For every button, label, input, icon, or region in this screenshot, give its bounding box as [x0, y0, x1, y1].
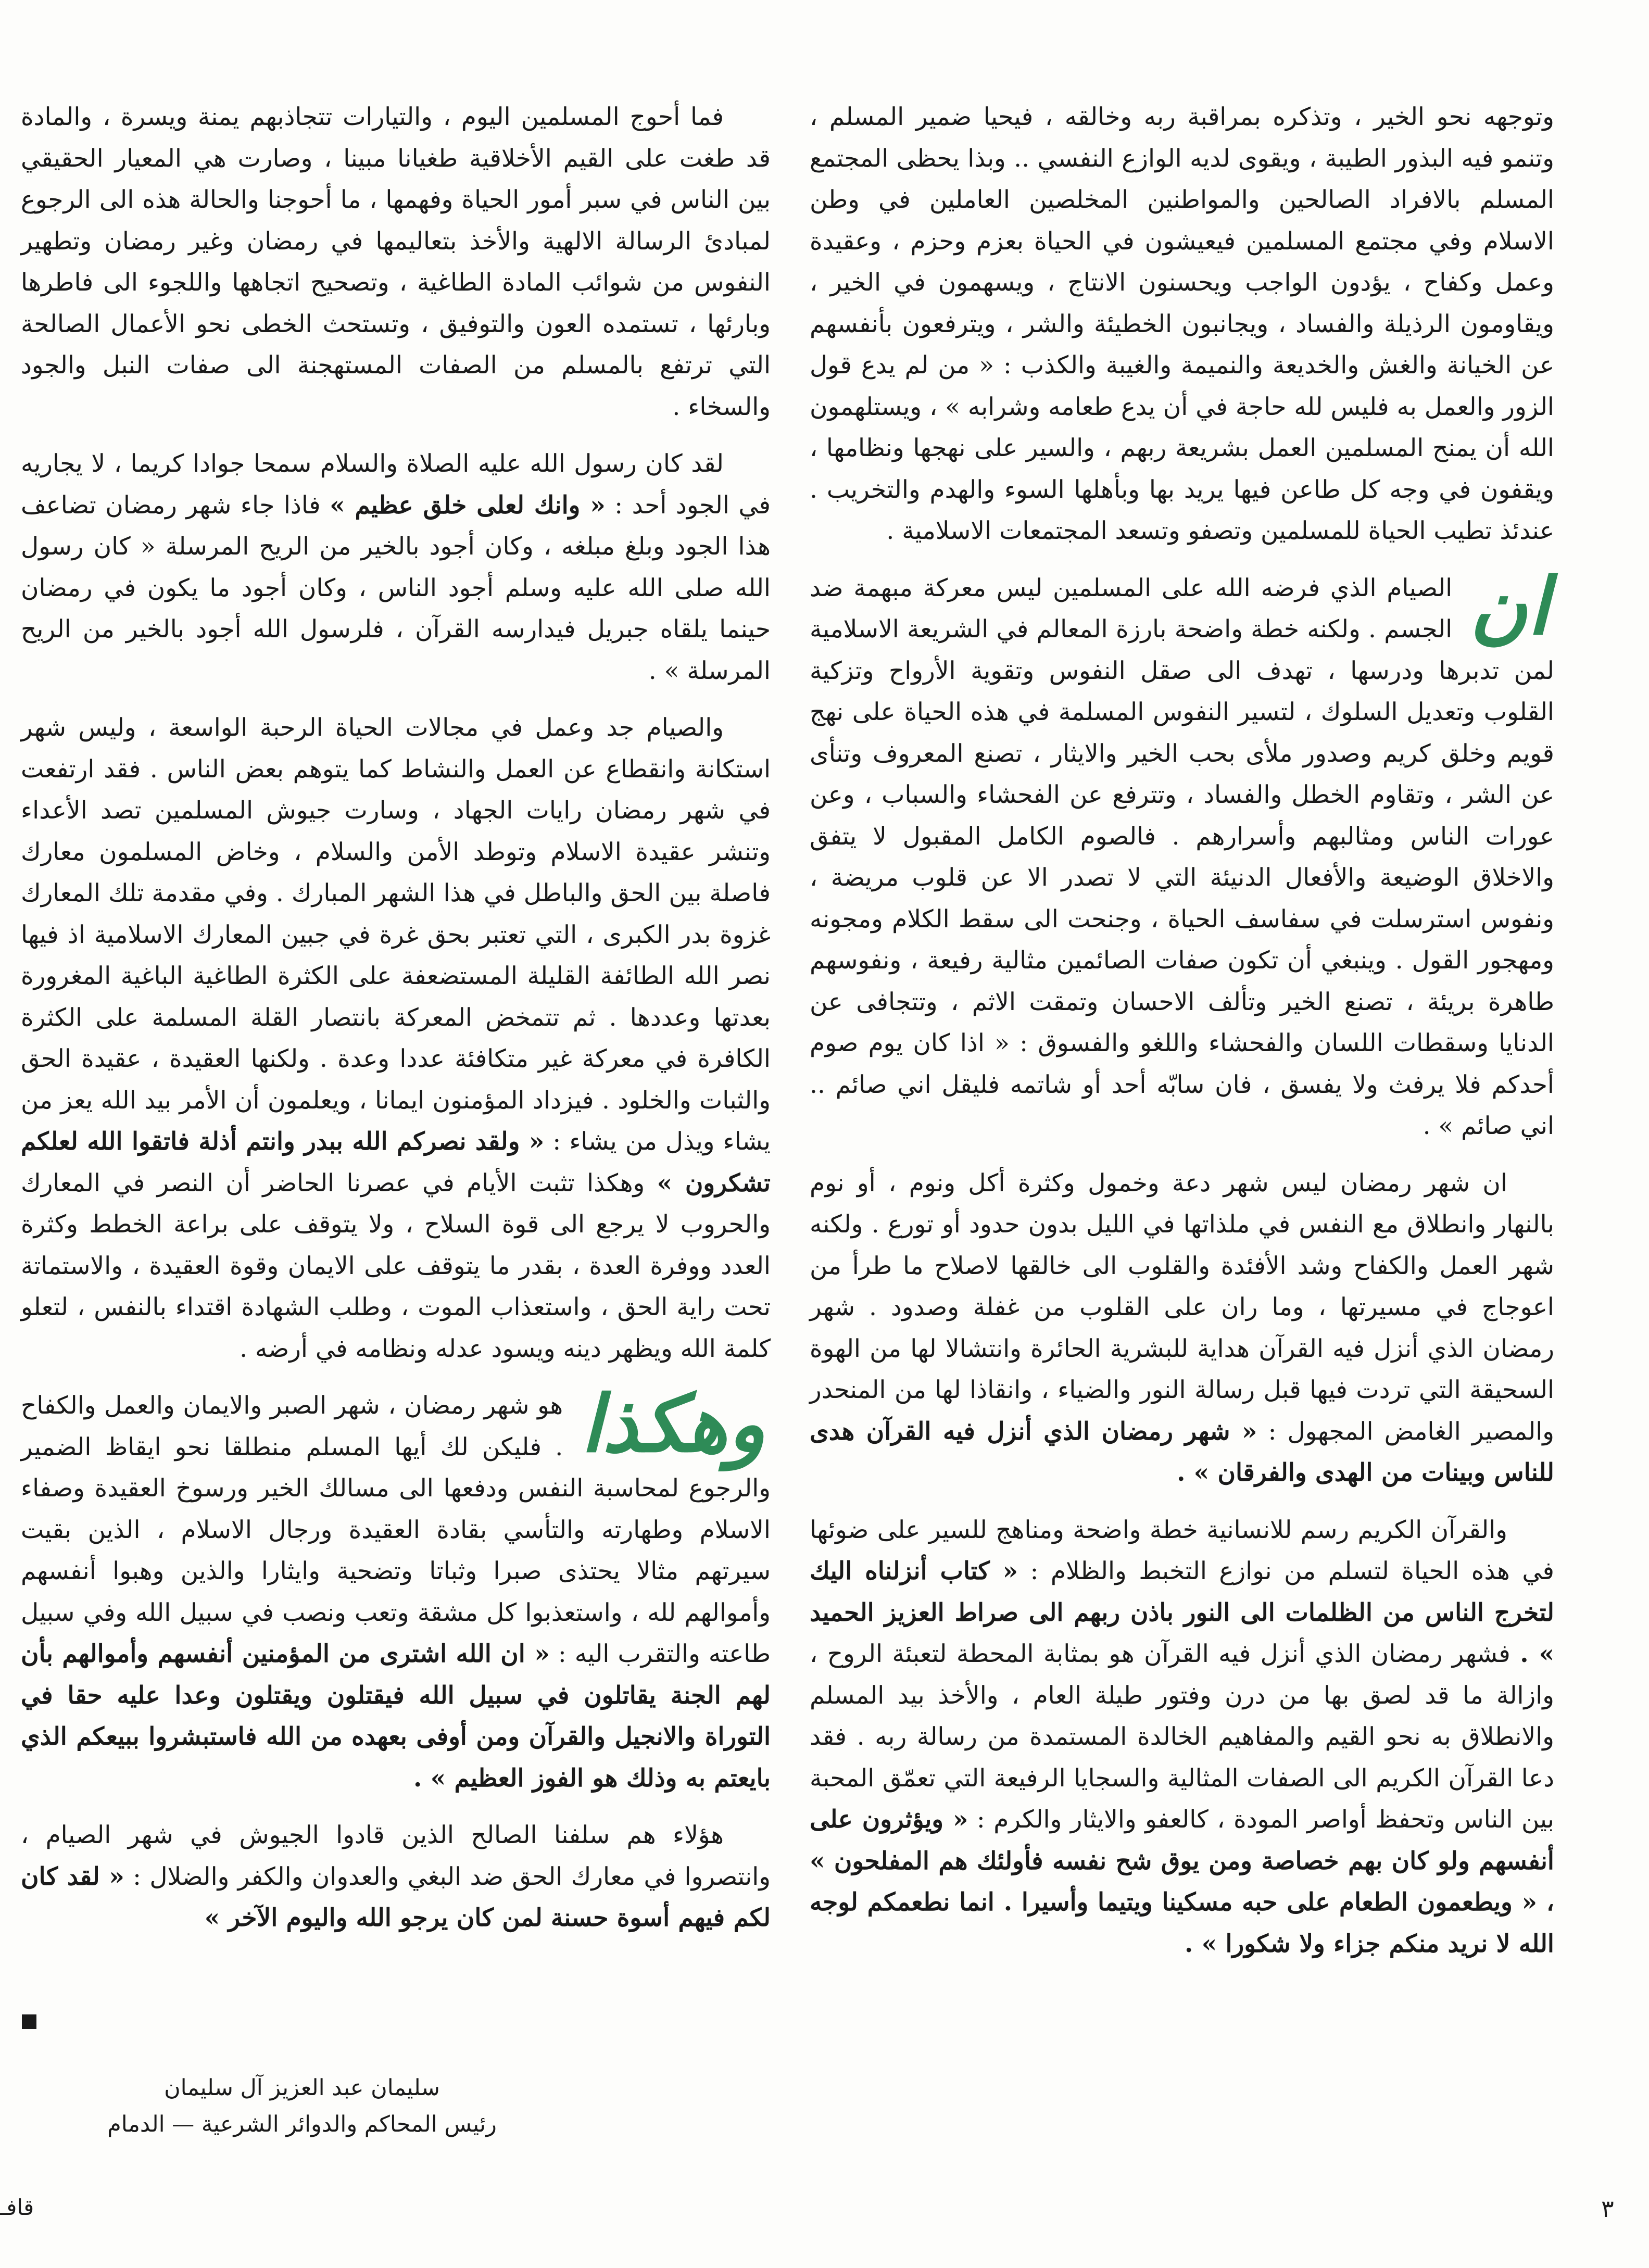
quran-quote: « ان الله اشترى من المؤمنين أنفسهم وأموالهم بأن لهم الجنة يقاتلون في سبيل الله فيقتلون ويقتلون وعدا عليه حقا في التوراة والانجيل والقرآن ومن أوفى بعهده من الله فاستبشروا ببيعكم الذي بايعتم به وذلك هو الفوز العظيم » . [21, 1640, 771, 1793]
article-column-left [21, 96, 771, 1939]
quran-quote: « كتاب أنزلناه اليك لتخرج الناس من الظلمات الى النور باذن ربهم الى صراط العزيز الحميد » . [810, 1557, 1554, 1668]
paragraph-text: فاذا جاء شهر رمضان تضاعف هذا الجود وبلغ مبلغه ، وكان أجود بالخير من الريح المرسلة « كان رسول الله صلى الله عليه وسلم أجود الناس ، وكان أجود ما يكون في رمضان حينما يلقاه جبريل فيدارسه القرآن ، فلرسول الله أجود بالخير من الريح المرسلة » . [21, 490, 771, 685]
quran-quote: « ولقد نصركم الله ببدر وانتم أذلة فاتقوا الله لعلكم تشكرون » [21, 1127, 771, 1198]
quran-quote: « شهر رمضان الذي أنزل فيه القرآن هدى للناس وبينات من الهدى والفرقان » . [810, 1417, 1554, 1487]
paragraph-with-dropcap [810, 560, 1554, 1147]
article-column-right [810, 96, 1554, 1964]
paragraph [21, 443, 771, 691]
paragraph-text: الصيام الذي فرضه الله على المسلمين ليس معركة مبهمة ضد الجسم . ولكنه خطة واضحة بارزة المعالم في الشريعة الاسلامية لمن تدبرها ودرسها ، تهدف الى صقل النفوس وتقوية الأرواح وتزكية القلوب وتعديل السلوك ، لتسير النفوس المسلمة في هذه الحياة على نهج قويم وخلق كريم وصدور ملأى بحب الخير والايثار ، تصنع المعروف وتنأى عن الشر ، وتقاوم الخطل والفساد ، وتترفع عن الفحشاء والسباب ، وعن عورات الناس ومثالبهم وأسرارهم . فالصوم الكامل المقبول لا يتفق والاخلاق الوضيعة والأفعال الدنيئة التي لا تصدر الا عن قلوب مريضة ، ونفوس استرسلت في سفاسف الحياة ، وجنحت الى سقط الكلام ومجونه ومهجور القول . وينبغي أن تكون صفات الصائمين مثالية رفيعة ، ونفوسهم طاهرة بريئة ، تصنع الخير وتألف الاحسان وتمقت الاثم ، وتتجافى عن الدنايا وسقطات اللسان والفحشاء واللغو والفسوق : « اذا كان يوم صوم أحدكم فلا يرفث ولا يفسق ، فان سابّه أحد أو شاتمه فليقل اني صائم .. اني صائم » . [810, 573, 1554, 1140]
paragraph [21, 1815, 771, 1939]
paragraph-text: والصيام جد وعمل في مجالات الحياة الرحبة الواسعة ، وليس شهر استكانة وانقطاع عن العمل والنشاط كما يتوهم بعض الناس . فقد ارتفعت في شهر رمضان رايات الجهاد ، وسارت جيوش المسلمين تصد الأعداء وتنشر عقيدة الاسلام وتوطد الأمن والسلام ، وخاض المسلمون معارك فاصلة بين الحق والباطل في هذا الشهر المبارك . وفي مقدمة تلك المعارك غزوة بدر الكبرى ، التي تعتبر بحق غرة في جبين المعارك الاسلامية اذ فيها نصر الله الطائفة القليلة المستضعفة على الكثرة الطاغية الباغية المغرورة بعدتها وعددها . ثم تتمخض المعركة بانتصار القلة المسلمة على الكثرة الكافرة في معركة غير متكافئة عددا وعدة . ولكنها العقيدة ، عقيدة الحق والثبات والخلود . فيزداد المؤمنون ايمانا ، ويعلمون أن الأمر بيد الله يعز من يشاء ويذل من يشاء : [21, 713, 771, 1156]
author-title: رئيس المحاكم والدوائر الشرعية — الدمام [107, 2111, 497, 2137]
decorative-dropcap: وهكذا [581, 1378, 765, 1470]
quran-quote: « لقد كان لكم فيهم أسوة حسنة لمن كان يرجو الله واليوم الآخر » [21, 1862, 771, 1932]
cropped-edge-text: قافـ [0, 2195, 34, 2220]
paragraph-text: هو شهر رمضان ، شهر الصبر والايمان والعمل والكفاح . فليكن لك أيها المسلم منطلقا نحو ايقاظ الضمير والرجوع لمحاسبة النفس ودفعها الى مسالك الخير ورسوخ العقيدة وصفاء الاسلام وطهارته والتأسي بقادة العقيدة ورجال الاسلام ، الذين بقيت سيرتهم مثالا يحتذى صبرا وثباتا وتضحية وايثارا والذين وهبوا أنفسهم وأموالهم لله ، واستعذبوا كل مشقة وتعب ونصب في سبيل الله وفي سبيل طاعته والتقرب اليه : [21, 1391, 771, 1668]
paragraph [810, 1509, 1554, 1965]
paragraph: فما أحوج المسلمين اليوم ، والتيارات تتجاذبهم يمنة ويسرة ، والمادة قد طغت على القيم الأخلاقية طغيانا مبينا ، وصارت هي المعيار الحقيقي بين الناس في سبر أمور الحياة وفهمها ، ما أحوجنا والحالة هذه الى الرجوع لمبادئ الرسالة الالهية والأخذ بتعاليمها في رمضان وغير رمضان وتطهير النفوس من شوائب المادة الطاغية ، وتصحيح اتجاهها واللجوء الى فاطرها وبارئها ، تستمده العون والتوفيق ، وتستحث الخطى نحو الأعمال الصالحة التي ترتفع بالمسلم من الصفات المستهجنة الى صفات النبل والجود والسخاء . [21, 103, 771, 421]
paragraph [21, 707, 771, 1369]
paragraph-text: والقرآن الكريم رسم للانسانية خطة واضحة ومناهج للسير على ضوئها في هذه الحياة لتسلم من نوازع التخبط والظلام : [810, 1515, 1554, 1585]
paragraph-with-dropcap [21, 1378, 771, 1799]
author-name: سليمان عبد العزيز آل سليمان [164, 2075, 440, 2101]
paragraph [810, 1163, 1554, 1494]
decorative-dropcap: ان [1470, 560, 1549, 652]
end-of-article-square-icon [22, 2014, 36, 2029]
paragraph-text: لقد كان رسول الله عليه الصلاة والسلام سمحا جوادا كريما ، لا يجاريه في الجود أحد : [21, 449, 771, 520]
quran-quote: « وانك لعلى خلق عظيم » [330, 490, 606, 520]
paragraph-text: وهكذا تثبت الأيام في عصرنا الحاضر أن النصر في المعارك والحروب لا يرجع الى قوة السلاح ، ولا يتوقف على براعة الخطط وكثرة العدد ووفرة العدة ، بقدر ما يتوقف على الايمان وقوة العقيدة ، والاستماتة تحت راية الحق ، واستعذاب الموت ، وطلب الشهادة اقتداء بالنفس ، لتعلو كلمة الله ويظهر دينه ويسود عدله ونظامه في أرضه . [21, 1168, 771, 1363]
quran-quote: « ويؤثرون على أنفسهم ولو كان بهم خصاصة ومن يوق شح نفسه فأولئك هم المفلحون » ، « ويطعمون الطعام على حبه مسكينا ويتيما وأسيرا . انما نطعمكم لوجه الله لا نريد منكم جزاء ولا شكورا » . [810, 1805, 1554, 1958]
page-number: ٣ [1601, 2195, 1614, 2223]
paragraph: وتوجهه نحو الخير ، وتذكره بمراقبة ربه وخالقه ، فيحيا ضمير المسلم ، وتنمو فيه البذور الطيبة ، ويقوى لديه الوازع النفسي .. وبذا يحظى المجتمع المسلم بالافراد الصالحين والمواطنين المخلصين العاملين في وطن الاسلام وفي مجتمع المسلمين فيعيشون في الحياة بعزم وحزم ، وعقيدة وعمل وكفاح ، يؤدون الواجب ويحسنون الانتاج ، ويسهمون في الخير ، ويقاومون الرذيلة والفساد ، ويجانبون الخطيئة والشر ، ويترفعون بأنفسهم عن الخيانة والغش والخديعة والنميمة والغيبة والكذب : « من لم يدع قول الزور والعمل به فليس لله حاجة في أن يدع طعامه وشرابه » ، ويستلهمون الله أن يمنح المسلمين العمل بشريعة ربهم ، والسير على نهجها ونظامها ، ويقفون في وجه كل طاعن فيها يريد بها وبأهلها السوء والهدم والتخريب . عندئذ تطيب الحياة للمسلمين وتصفو وتسعد المجتمعات الاسلامية . [810, 103, 1554, 545]
paragraph-text: فشهر رمضان الذي أنزل فيه القرآن هو بمثابة المحطة لتعبئة الروح ، وازالة ما قد لصق بها من درن وفتور طيلة العام ، والأخذ بيد المسلم والانطلاق به نحو القيم والمفاهيم الخالدة المستمدة من رسالة ربه . فقد دعا القرآن الكريم الى الصفات المثالية والسجايا الرفيعة التي تعمّق المحبة بين الناس وتحفظ أواصر المودة ، كالعفو والايثار والكرم : [810, 1640, 1555, 1834]
author-signature [94, 2070, 510, 2143]
paragraph-text: ان شهر رمضان ليس شهر دعة وخمول وكثرة أكل ونوم ، أو نوم بالنهار وانطلاق مع النفس في ملذاتها في الليل بدون حدود أو تورع . ولكنه شهر العمل والكفاح وشد الأفئدة والقلوب الى خالقها لاصلاح ما طرأ من اعوجاج في مسيرتها ، وما ران على القلوب من غفلة وصدود . شهر رمضان الذي أنزل فيه القرآن هداية للبشرية الحائرة وانتشالا لها من الهوة السحيقة التي تردت فيها قبل رسالة النور والضياء ، وانقاذا لها من المنحدر والمصير الغامض المجهول : [810, 1168, 1554, 1446]
paragraph-text: هؤلاء هم سلفنا الصالح الذين قادوا الجيوش في شهر الصيام ، وانتصروا في معارك الحق ضد البغي والعدوان والكفر والضلال : [21, 1821, 771, 1891]
